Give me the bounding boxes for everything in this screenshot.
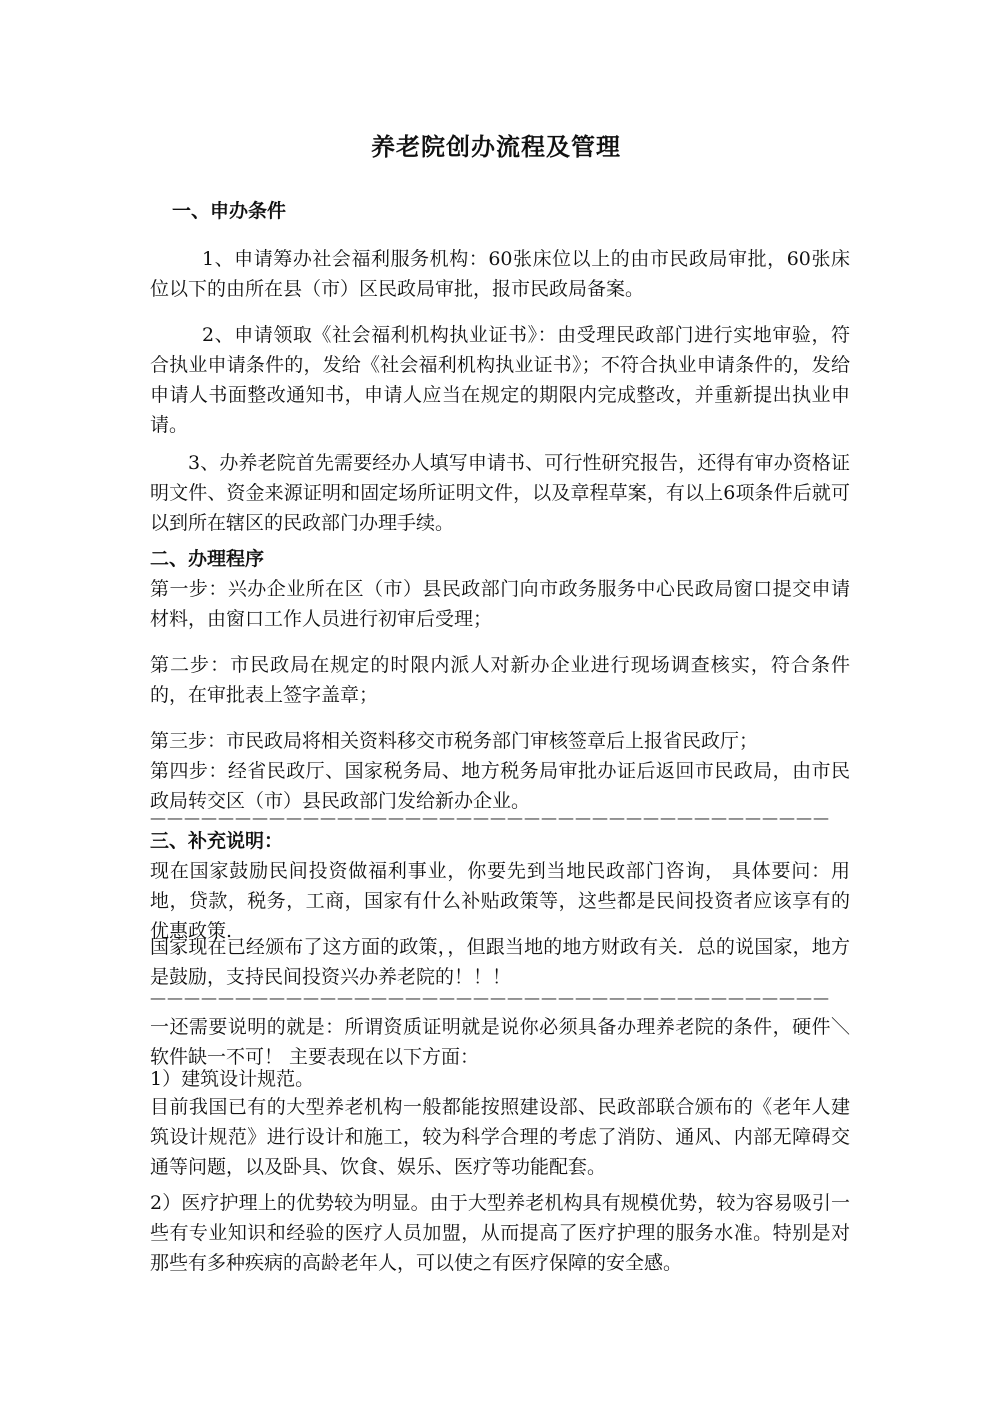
divider-line: ———————————————————————————————————————— <box>150 990 830 1006</box>
paragraph-building-standards: 目前我国已有的大型养老机构一般都能按照建设部、民政部联合颁布的《老年人建筑设计规范》进行设计和施工，较为科学合理的考虑了消防、通风、内部无障碍交通等问题，以及卧具、饮食、娱乐、医疗等功能配套。 <box>150 1096 850 1178</box>
paragraph-condition-2: 2、申请领取《社会福利机构执业证书》：由受理民政部门进行实地审验，符合执业申请条件的，发给《社会福利机构执业证书》；不符合执业申请条件的，发给申请人书面整改通知书，申请人应当在规定的期限内完成整改，并重新提出执业申请。 <box>150 324 850 436</box>
section-heading-application-conditions: 一、申办条件 <box>172 200 287 222</box>
paragraph-supplementary-2: 国家现在已经颁布了这方面的政策，，但跟当地的地方财政有关．总的说国家，地方是鼓励，支持民间投资兴办养老院的！！！ <box>150 936 850 988</box>
paragraph-step-4: 第四步：经省民政厅、国家税务局、地方税务局审批办证后返回市民政局，由市民政局转交区（市）县民政部门发给新办企业。 <box>150 760 850 812</box>
paragraph-step-2: 第二步：市民政局在规定的时限内派人对新办企业进行现场调查核实，符合条件的，在审批表上签字盖章； <box>150 654 850 706</box>
paragraph-qualification-intro: 一还需要说明的就是：所谓资质证明就是说你必须具备办理养老院的条件，硬件＼软件缺一不可！ 主要表现在以下方面： <box>150 1016 850 1068</box>
section-heading-supplementary: 三、补充说明： <box>150 830 284 852</box>
section-heading-procedure: 二、办理程序 <box>150 548 265 570</box>
paragraph-step-1: 第一步：兴办企业所在区（市）县民政部门向市政务服务中心民政局窗口提交申请材料，由窗口工作人员进行初审后受理； <box>150 578 850 630</box>
divider-line: ———————————————————————————————————————— <box>150 810 830 826</box>
paragraph-step-3: 第三步：市民政局将相关资料移交市税务部门审核签章后上报省民政厅； <box>150 730 759 752</box>
paragraph-supplementary-1: 现在国家鼓励民间投资做福利事业，你要先到当地民政部门咨询， 具体要问：用地，贷款，税务，工商，国家有什么补贴政策等，这些都是民间投资者应该享有的优惠政策. <box>150 860 850 942</box>
list-item-title-building-standards: 1）建筑设计规范。 <box>150 1068 315 1090</box>
document-title: 养老院创办流程及管理 <box>371 132 621 161</box>
paragraph-condition-1: 1、申请筹办社会福利服务机构：60张床位以上的由市民政局审批，60张床位以下的由所在县（市）区民政局审批，报市民政局备案。 <box>150 248 850 300</box>
paragraph-condition-3: 3、办养老院首先需要经办人填写申请书、可行性研究报告，还得有审办资格证明文件、资金来源证明和固定场所证明文件，以及章程草案，有以上6项条件后就可以到所在辖区的民政部门办理手续。 <box>150 452 850 534</box>
paragraph-medical-care: 2）医疗护理上的优势较为明显。由于大型养老机构具有规模优势，较为容易吸引一些有专业知识和经验的医疗人员加盟，从而提高了医疗护理的服务水准。特别是对那些有多种疾病的高龄老年人，可以使之有医疗保障的安全感。 <box>150 1192 850 1274</box>
